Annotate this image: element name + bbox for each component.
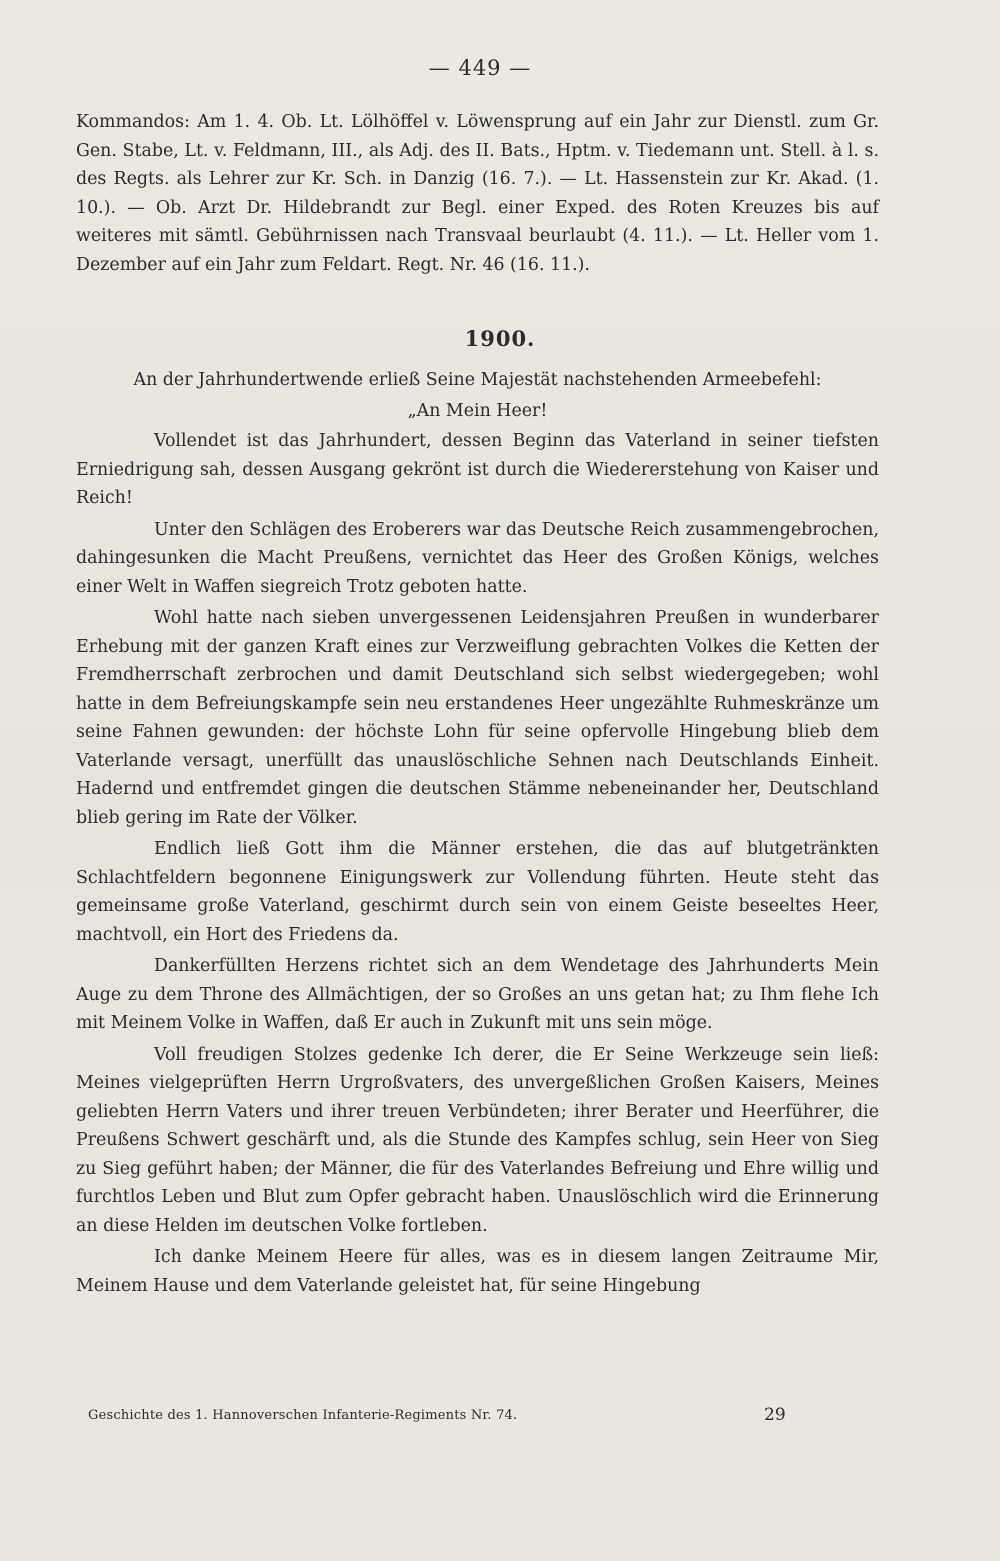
- kommandos-text: Kommandos: Am 1. 4. Ob. Lt. Lölhöffel v. Löwensprung auf ein Jahr zur Dienstl. zum Gr. Gen. Stabe, Lt. v. Feldmann, III., als Adj. des II. Bats., Hptm. v. Tiedemann unt. Stell. à l. s. des Regts. als Lehrer zur Kr. Sch. in Danzig (16. 7.). — Lt. Hassenstein zur Kr. Akad. (1. 10.). — Ob. Arzt Dr. Hildebrandt zur Begl. einer Exped. des Roten Kreuzes bis auf weiteres mit sämtl. Gebührnissen nach Transvaal beurlaubt (4. 11.). — Lt. Heller vom 1. Dezember auf ein Jahr zum Feldart. Regt. Nr. 46 (16. 11.).: [76, 112, 879, 275]
- decree-paragraph: Vollendet ist das Jahrhundert, dessen Beginn das Vaterland in seiner tiefsten Erniedrigung sah, dessen Ausgang gekrönt ist durch die Wiedererstehung von Kaiser und Reich!: [76, 431, 879, 508]
- intro-line: An der Jahrhundertwende erließ Seine Majestät nachstehenden Armeebefehl:: [133, 370, 822, 390]
- footer-source-line: Geschichte des 1. Hannoverschen Infanterie-Regiments Nr. 74.: [88, 1408, 518, 1423]
- decree-salutation: „An Mein Heer!: [407, 401, 548, 421]
- page-number: — 449 —: [428, 56, 532, 80]
- decree-paragraph: Voll freudigen Stolzes gedenke Ich derer, die Er Seine Werkzeuge sein ließ: Meines vielgeprüften Herrn Urgroßvaters, des unvergeßlichen Großen Kaisers, Meines geliebten Herrn Vaters und ihrer treuen Verbündeten; ihrer Berater und Heerführer, die Preußens Schwert geschärft und, als die Stunde des Kampfes schlug, sein Heer von Sieg zu Sieg geführt haben; der Männer, die für des Vaterlandes Befreiung und Ehre willig und furchtlos Leben und Blut zum Opfer gebracht haben. Unauslöschlich wird die Erinnerung an diese Helden im deutschen Volke fortleben.: [76, 1044, 879, 1236]
- decree-paragraph: Unter den Schlägen des Eroberers war das Deutsche Reich zusammengebrochen, dahingesunken die Macht Preußens, vernichtet das Heer des Großen Königs, welches einer Welt in Waffen siegreich Trotz geboten hatte.: [76, 519, 879, 597]
- decree-paragraph: Wohl hatte nach sieben unvergessenen Leidensjahren Preußen in wunderbarer Erhebung mit der ganzen Kraft eines zur Verzweiflung gebrachten Volkes die Ketten der Fremdherrschaft zerbrochen und damit Deutschland sich selbst wiedergegeben; wohl hatte in dem Befreiungskampfe sein neu erstandenes Heer ungezählte Ruhmeskränze um seine Fahnen gewunden: der höchste Lohn für seine opfervolle Hingebung blieb dem Vaterlande versagt, unerfüllt das unauslöschliche Sehnen nach Deutschlands Einheit. Hadernd und entfremdet gingen die deutschen Stämme nebeneinander her, Deutschland blieb gering im Rate der Völker.: [76, 608, 879, 828]
- footer-signature-mark: 29: [764, 1405, 786, 1425]
- kommandos-paragraph: [76, 108, 879, 279]
- year-heading: 1900.: [464, 326, 536, 351]
- decree-paragraph: Endlich ließ Gott ihm die Männer erstehen, die das auf blutgetränkten Schlachtfeldern begonnene Einigungswerk zur Vollendung führten. Heute steht das gemeinsame große Vaterland, geschirmt durch sein von einem Geiste beseeltes Heer, machtvoll, ein Hort des Friedens da.: [76, 839, 879, 945]
- decree-text: [76, 427, 879, 1303]
- decree-paragraph: Ich danke Meinem Heere für alles, was es in diesem langen Zeitraume Mir, Meinem Hause und dem Vaterlande geleistet hat, für seine Hingebung: [76, 1247, 879, 1296]
- decree-paragraph: Dankerfüllten Herzens richtet sich an dem Wendetage des Jahrhunderts Mein Auge zu dem Throne des Allmächtigen, der so Großes an uns getan hat; zu Ihm flehe Ich mit Meinem Volke in Waffen, daß Er auch in Zukunft mit uns sein möge.: [76, 956, 879, 1033]
